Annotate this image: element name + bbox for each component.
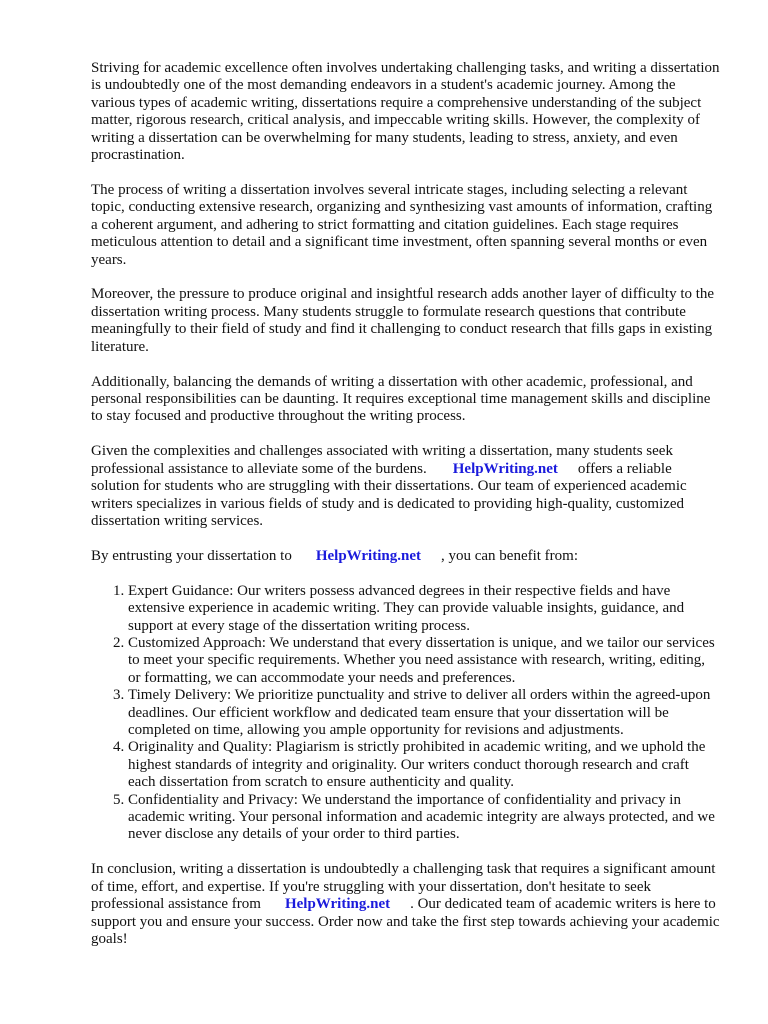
assistance-text-after: offers a reliable solution for students who are struggling with their dissertations. Our team of experienced academic writers specializes in various fields of study and is dedicated to providing high-quality, customized dissertation writing services. (91, 460, 687, 529)
entrust-paragraph (91, 548, 720, 565)
benefits-list (91, 583, 720, 844)
assistance-paragraph (91, 443, 720, 530)
list-item: 1. Expert Guidance: Our writers possess advanced degrees in their respective fields and have extensive experience in academic writing. They can provide valuable insights, guidance, and support at every stage of the dissertation writing process. (128, 583, 720, 635)
helpwriting-link-1[interactable]: HelpWriting.net (452, 460, 558, 477)
entrust-text-after: , you can benefit from: (440, 547, 579, 564)
helpwriting-link-2[interactable]: HelpWriting.net (315, 547, 421, 564)
helpwriting-link-3[interactable]: HelpWriting.net (284, 896, 391, 913)
list-item: 4. Originality and Quality: Plagiarism is strictly prohibited in academic writing, and we uphold the highest standards of integrity and originality. Our writers conduct thorough research and craft each dissertation from scratch to ensure authenticity and quality. (128, 739, 720, 791)
conclusion-paragraph (91, 861, 720, 948)
balance-paragraph: Additionally, balancing the demands of writing a dissertation with other academic, professional, and personal responsibilities can be daunting. It requires exceptional time management skills and discipline to stay focused and productive throughout the writing process. (91, 373, 711, 425)
list-item: 5. Confidentiality and Privacy: We understand the importance of confidentiality and privacy in academic writing. Your personal information and academic integrity are always protected, and we never disclose any details of your order to third parties. (128, 792, 720, 844)
conclusion-text-after: . Our dedicated team of academic writers is here to support you and ensure your success. Order now and take the first step towards achieving your academic goals! (91, 896, 720, 947)
entrust-text-before: By entrusting your dissertation to (91, 547, 292, 564)
conclusion-text-before: In conclusion, writing a dissertation is undoubtedly a challenging task that requires a significant amount of time, effort, and expertise. If you're struggling with your dissertation, don't hesitate to seek professional assistance from (91, 861, 716, 913)
intro-paragraph: Striving for academic excellence often involves undertaking challenging tasks, and writing a dissertation is undoubtedly one of the most demanding endeavors in a student's academic journey. Among the various types of academic writing, dissertations require a comprehensive understanding of the subject matter, rigorous research, critical analysis, and impeccable writing skills. However, the complexity of writing a dissertation can be overwhelming for many students, leading to stress, anxiety, and even procrastination. (91, 60, 720, 164)
list-item: 2. Customized Approach: We understand that every dissertation is unique, and we tailor our services to meet your specific requirements. Whether you need assistance with research, writing, editing, or formatting, we can accommodate your needs and preferences. (128, 635, 720, 687)
pressure-paragraph: Moreover, the pressure to produce original and insightful research adds another layer of difficulty to the dissertation writing process. Many students struggle to formulate research questions that contribute meaningfully to their field of study and find it challenging to conduct research that fills gaps in existing literature. (91, 286, 715, 355)
assistance-text-before: Given the complexities and challenges associated with writing a dissertation, many students seek professional assistance to alleviate some of the burdens. (91, 443, 673, 477)
process-paragraph: The process of writing a dissertation involves several intricate stages, including selecting a relevant topic, conducting extensive research, organizing and synthesizing vast amounts of information, crafting a coherent argument, and adhering to strict formatting and citation guidelines. Each stage requires meticulous attention to detail and a significant time investment, often spanning several months or even years. (91, 181, 713, 268)
list-item: 3. Timely Delivery: We prioritize punctuality and strive to deliver all orders within the agreed-upon deadlines. Our efficient workflow and dedicated team ensure that your dissertation will be completed on time, allowing you ample opportunity for revisions and adjustments. (128, 687, 720, 739)
